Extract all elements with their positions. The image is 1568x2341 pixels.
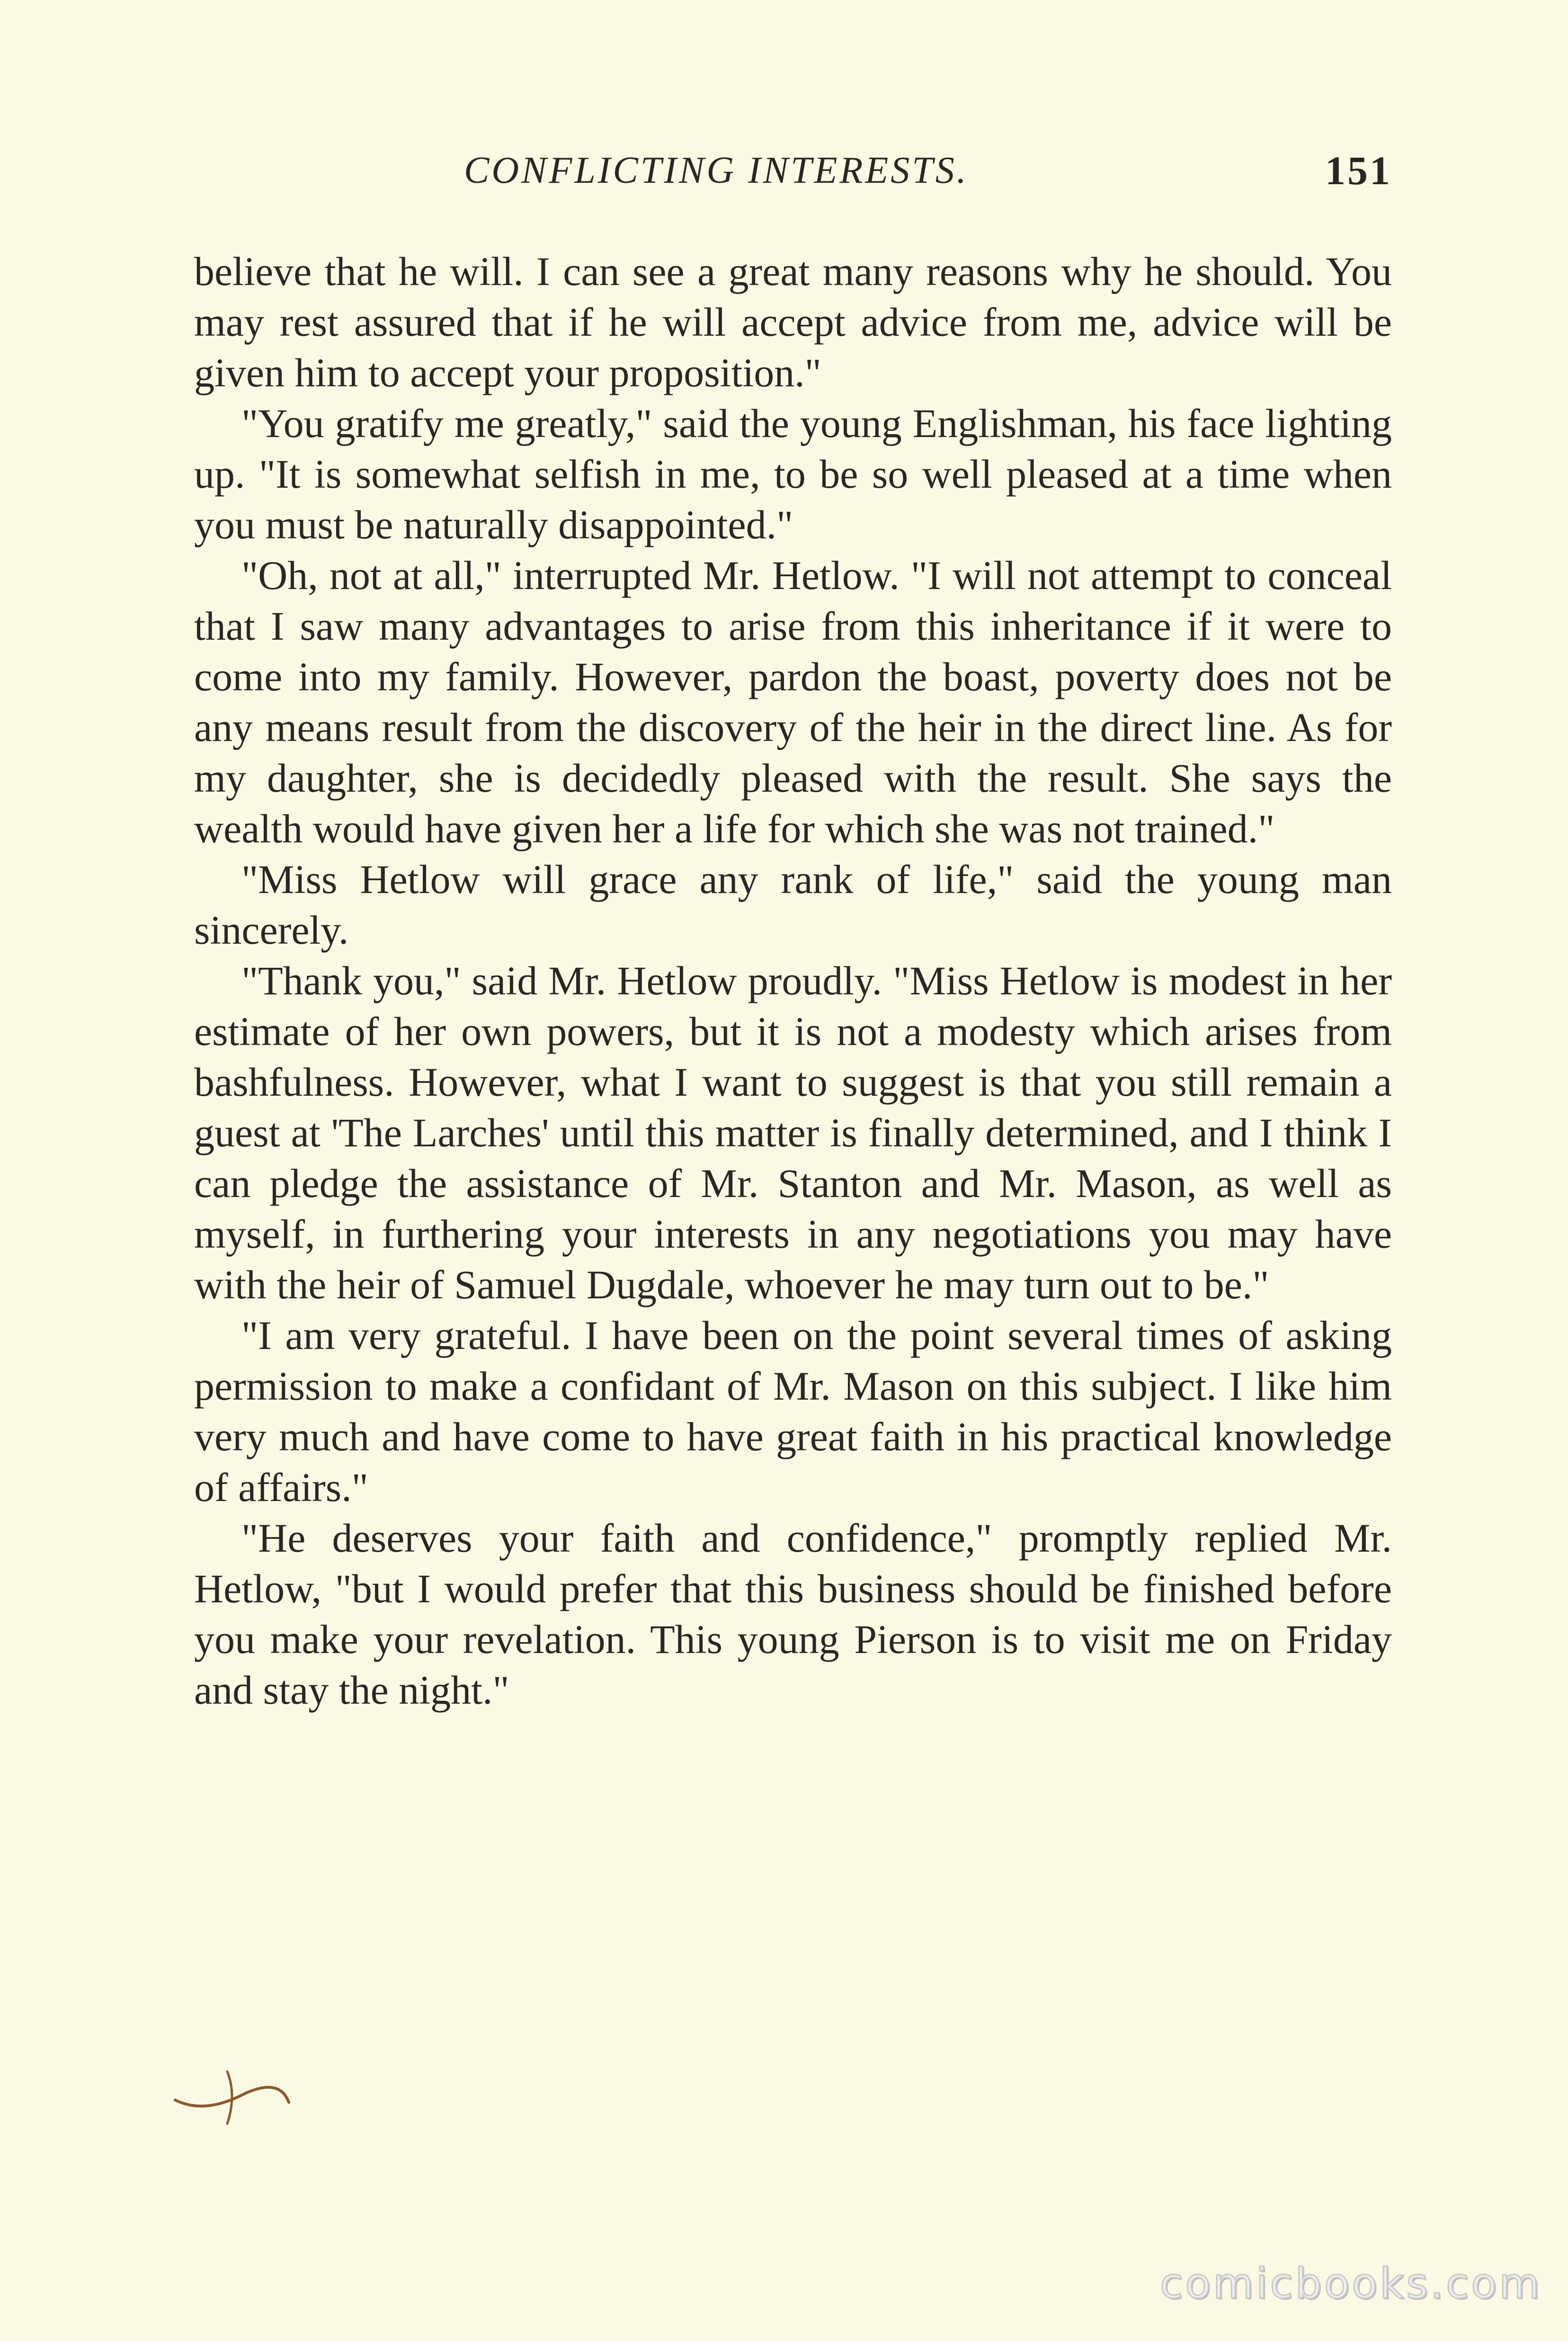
paragraph: "You gratify me greatly," said the young Englishman, his face lighting up. "It is somewhat selfish in me, to be so well pleased at a time when you must be naturally disappointed.": [194, 401, 1392, 547]
paragraph: "I am very grateful. I have been on the point several times of asking permission to make a confidant of Mr. Mason on this subject. I like him very much and have come to have great faith in his practical knowledge of affairs.": [194, 1313, 1392, 1510]
body-text: [194, 246, 1392, 1716]
page-number: 151: [1325, 148, 1392, 193]
paragraph: "Miss Hetlow will grace any rank of life," said the young man sincerely.: [194, 857, 1392, 953]
watermark: comicbooks.com: [1159, 2259, 1542, 2308]
paragraph-continued: believe that he will. I can see a great many reasons why he should. You may rest assured that if he will accept advice from me, advice will be given him to accept your proposition.": [194, 249, 1392, 395]
paragraph: "Oh, not at all," interrupted Mr. Hetlow. "I will not attempt to conceal that I saw many advantages to arise from this inheritance if it were to come into my family. However, pardon the boast, poverty does not be any means result from the discovery of the heir in the direct line. As for my daughter, she is decidedly pleased with the result. She says the wealth would have given her a life for which she was not trained.": [194, 553, 1392, 851]
pencil-mark-icon: [170, 2067, 294, 2128]
running-title: CONFLICTING INTERESTS.: [464, 150, 969, 191]
paragraph: "Thank you," said Mr. Hetlow proudly. "Miss Hetlow is modest in her estimate of her own powers, but it is not a modesty which arises from bashfulness. However, what I want to suggest is that you still remain a guest at 'The Larches' until this matter is finally determined, and I think I can pledge the assistance of Mr. Stanton and Mr. Mason, as well as myself, in furthering your interests in any negotiations you may have with the heir of Samuel Dugdale, whoever he may turn out to be.": [194, 958, 1392, 1307]
running-head: [194, 142, 1392, 199]
paragraph: "He deserves your faith and confidence," promptly replied Mr. Hetlow, "but I would prefer that this business should be finished before you make your revelation. This young Pierson is to visit me on Friday and stay the night.": [194, 1515, 1392, 1713]
